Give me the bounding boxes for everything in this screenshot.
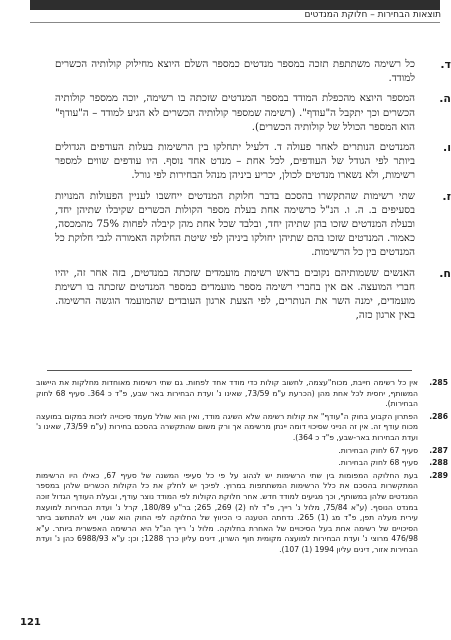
item-text: כל רשימה משתתפת תזכה במספר מנדטים כמספר השלם היוצא מחילוק קולותיה הכשרים למודד. xyxy=(55,59,415,85)
footnote-number: 286. xyxy=(429,411,448,421)
footnote xyxy=(36,411,448,444)
item-text: האנשים ששמותיהם נקובים בראש רשימת מועמדים שזכתה במנדטים, בזה אחר זה, יהיו חברי המועצה. אם אין בחברי רשימה מספר מועמדים כמספר המנדטים שזכתה בו רשימת מועמדים, ימנה השר את הנותרים, לפי הצעת ארגון העובדים שהמועמד הוגשה הרשימה. באין ארגון כזה, xyxy=(55,267,415,322)
list-item xyxy=(55,58,451,86)
footnote-text: סעיף 67 לחוק הבחירות. xyxy=(338,445,418,455)
item-letter: ח. xyxy=(439,266,451,280)
footnote xyxy=(36,458,448,469)
footnote xyxy=(36,470,448,556)
item-text: המנדטים הנותרים לאחר פעולה ד. דלעיל יתחלקו בין הרשימות בעלות העודפים הגדולים ביותר לפי הגודל של העודפים, לכל אחת – מנדט אחד נוסף. היו עודפים שווים למספר רשימות, ולא נשארו מנדטים לכולן, יכריע ביניהן מנהל הבחירות לפי גורל. xyxy=(55,142,415,182)
footnote-number: 289. xyxy=(429,470,448,480)
main-text xyxy=(55,58,451,329)
footnote-text: בעת החלוקה המפומות בין שתי הרשימות יש לנהוג על פי כל סעיפי המשנה של סעיף 67, כאילו היו הרשימות המתקשרות בהסכם את כלל הרשימות המשתתפות במרוץ. לפיכך יש לחלק את כל הקולות הכשרים שלהן במספר המנדטים שלהן במשותף, וכך מגיעים למודד חדש. אחר חלוקת הקולות לפי המודד נוצר עודף, ובעלת העודף הגדול זוכה במנדט הנוסף. (ע"א 75/84, מלול נ' רייך, פ"ד לח (2) 269, 265; בר"ע 180/89, קרל נ' ועדת הבחירות למועצת עירית מעלה תפן, פ"ד מג (1) 265. נדחתה הטענה כי הכיווץ של החלוקה לפי החוק הוא שגוי, ויש להתחשב ביתר הסיכויים של רשימה אחת בעל הסיכויים של האחרת בחלוקה. מלול נ' רייך הנ"ל היא הרשימה האפשרית ביותר. ע"א 476/98 מרוצי נ' ועדת הבחירות למועצה מקומית חוף השרון, דינים עליון כרך 1288; וכן: ע"א 6988/93 כהן נ' ועדת הבחירות אזור, דינים עליון 1994 (1) 107). xyxy=(36,470,419,554)
item-letter: ז. xyxy=(442,189,451,203)
item-letter: ה. xyxy=(439,92,451,106)
footnote-number: 285. xyxy=(429,378,448,387)
list-item xyxy=(55,92,451,135)
footnote xyxy=(36,378,448,410)
item-letter: ו. xyxy=(443,141,451,155)
footnote-rule xyxy=(47,370,412,371)
footnote-text: אין כל רשימה חייבת, מכוח"עצמה, לחשוב קולות כדי מודד אחד לפחות. גם שתי רשימות מאוחדות מחלקות את היישוב המשותף, יחסית לכל אחת מהן (הכרעת ע"מ 73/59, שאינו נ' ועדת הבחירות באר שבע, פ"ד כ 364. סעיף 68 לחוק הבחירות). xyxy=(36,378,418,409)
footnote-text: סעיף 68 לחוק הבחירות. xyxy=(338,458,418,468)
page-number: 121 xyxy=(20,617,41,628)
footnote-number: 287. xyxy=(429,445,448,455)
header-bar xyxy=(30,0,440,10)
list-item xyxy=(55,141,451,184)
list-item xyxy=(55,189,451,261)
item-text: המספר היוצא מהכפלת המודד במספר המנדטים שזכתה בו רשימה, יוכה ממספר קולותיה הכשרים וכך יתקבל ה"עודף". (רשימה שמספר קולותיה הכשרים לא הגיע למודד – ה"עודף" הוא המספר הכולל של קולותיה הכשרים). xyxy=(55,93,415,133)
footnote-text: הפתרון הקבוע בחוק ה"עודף" את קולות רשימה שלא השיגה מודד, ואין הוא שולל מעמד סיכוייה לזכות במקום במועצה מכוח עודף זה. אין זה הנייני שסיכוי דומה יינתן מרשימה אך ורק משום שהתקשרה בהסכם בחירות (ע"מ 73/59, שאינו נ' ועדת הבחירות באר-שבע, פ"ד כ 364). xyxy=(36,411,418,442)
list-item xyxy=(55,266,451,324)
item-letter: ד. xyxy=(440,58,451,71)
header-title: תוצאות הבחירות – חלוקת המנדטים xyxy=(304,10,441,20)
footnotes xyxy=(36,378,448,558)
footnote xyxy=(36,445,448,457)
header-rule xyxy=(30,22,440,23)
footnote-number: 288. xyxy=(429,458,448,468)
running-header xyxy=(0,0,449,24)
item-text: שתי רשימות שהתקשרו בהסכם בדבר חלוקת המנדטים ייחשבו לעניין הפעולות המנויות בסעיפים ב. ה. ו. הנ"ל כרשימה אחת בעלת מספר הקולות הכשרים שקיבלו שתיהן יחד, ובעלת המנדטים שזכו בהן שתיהן יחד, ובלבד שכל אחת מהן קיבלה לפחות 75% מהמכסה, כאמור. המנדטים שזכו בהם שתיהן יחולקו ביניהן לפי שיטת החלוקה האמורה לגבי חלוקת כל המנדטים בין כל הרשימות. xyxy=(55,190,415,259)
